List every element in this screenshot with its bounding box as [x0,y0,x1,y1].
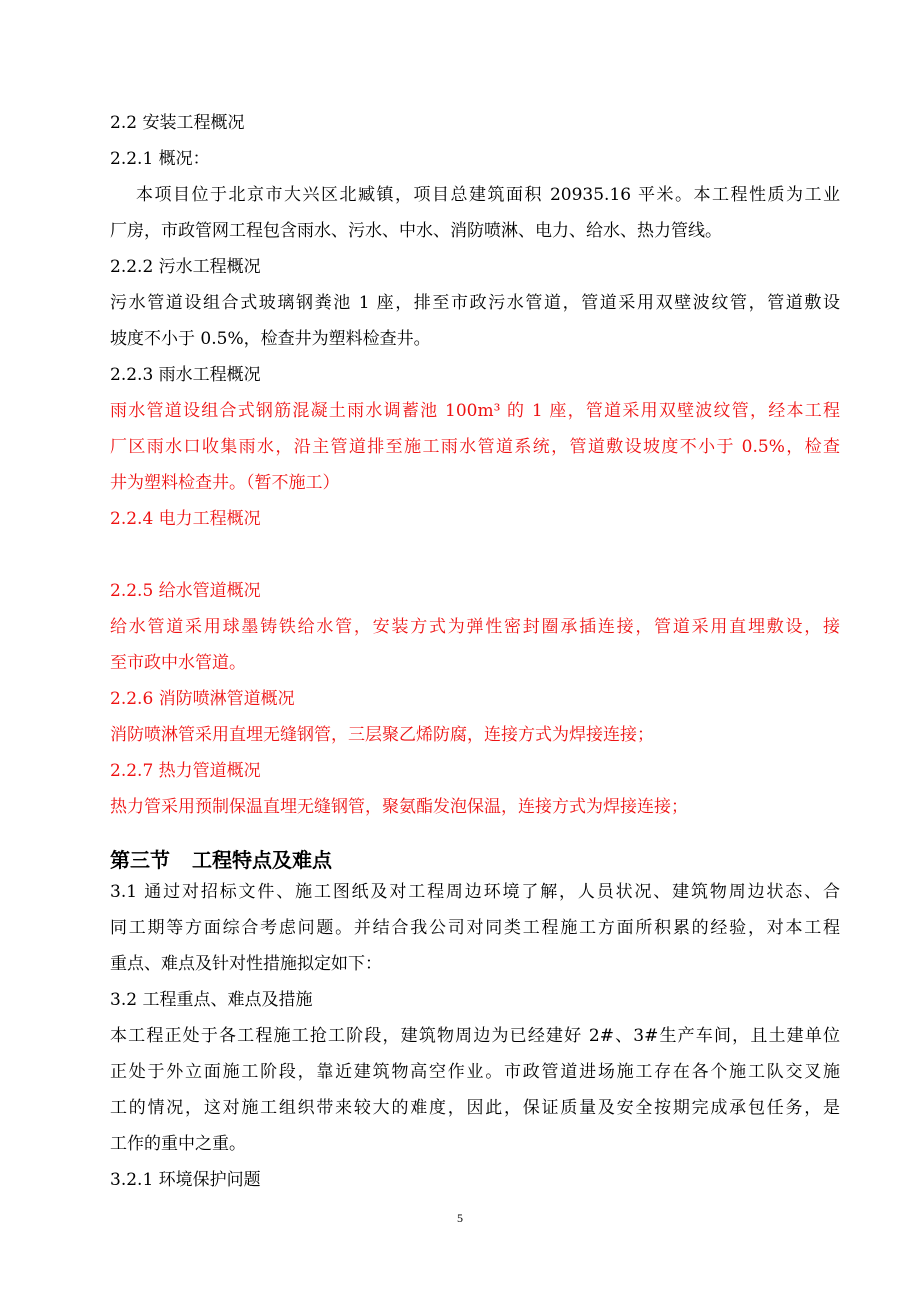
section-2-2-3-title: 2.2.3 雨水工程概况 [110,365,261,385]
sewage-line-1: 污水管道设组合式玻璃钢粪池 1 座，排至市政污水管道，管道采用双壁波纹管，管道敷设 [110,293,840,313]
section-3-heading-number: 第三节 [110,848,170,872]
p3-1-line-2: 同工期等方面综合考虑问题。并结合我公司对同类工程施工方面所积累的经验，对本工程 [110,918,840,938]
p3-1-line-3: 重点、难点及针对性措施拟定如下： [110,954,382,974]
sewage-line-2: 坡度不小于 0.5%，检查井为塑料检查井。 [110,329,431,349]
overview-line-1: 本项目位于北京市大兴区北臧镇，项目总建筑面积 20935.16 平米。本工程性质为工业 [136,185,840,205]
overview-line-2: 厂房，市政管网工程包含雨水、污水、中水、消防喷淋、电力、给水、热力管线。 [110,221,722,241]
rain-line-2: 厂区雨水口收集雨水，沿主管道排至施工雨水管道系统，管道敷设坡度不小于 0.5%，检查 [110,437,840,457]
page-number: 5 [457,1211,463,1225]
section-2-2-1-title: 2.2.1 概况： [110,149,210,169]
section-3-heading-text: 工程特点及难点 [192,848,332,872]
section-2-2-2-title: 2.2.2 污水工程概况 [110,257,261,277]
p3-2-line-1: 本工程正处于各工程施工抢工阶段，建筑物周边为已经建好 2#、3#生产车间，且土建单位 [110,1026,840,1046]
section-2-2-4-title: 2.2.4 电力工程概况 [110,509,261,529]
rain-line-1: 雨水管道设组合式钢筋混凝土雨水调蓄池 100m³ 的 1 座，管道采用双壁波纹管，经本工程 [110,401,840,421]
p3-2-line-4: 工作的重中之重。 [110,1134,246,1154]
section-3-2-title: 3.2 工程重点、难点及措施 [110,990,313,1010]
fire-sprinkler-line-1: 消防喷淋管采用直埋无缝钢管，三层聚乙烯防腐，连接方式为焊接连接； [110,725,654,745]
heating-line-1: 热力管采用预制保温直埋无缝钢管，聚氨酯发泡保温，连接方式为焊接连接； [110,797,688,817]
section-2-2-7-title: 2.2.7 热力管道概况 [110,761,261,781]
section-2-2-5-title: 2.2.5 给水管道概况 [110,581,261,601]
section-2-2-title: 2.2 安装工程概况 [110,113,245,133]
p3-2-line-2: 正处于外立面施工阶段，靠近建筑物高空作业。市政管道进场施工存在各个施工队交叉施 [110,1062,840,1082]
water-supply-line-1: 给水管道采用球墨铸铁给水管，安装方式为弹性密封圈承插连接，管道采用直埋敷设，接 [110,617,840,637]
section-3-heading [110,844,332,873]
p3-2-line-3: 工的情况，这对施工组织带来较大的难度，因此，保证质量及安全按期完成承包任务，是 [110,1098,840,1118]
section-3-2-1-title: 3.2.1 环境保护问题 [110,1170,261,1190]
rain-line-3: 井为塑料检查井。（暂不施工） [110,473,340,493]
p3-1-line-1: 3.1 通过对招标文件、施工图纸及对工程周边环境了解，人员状况、建筑物周边状态、合 [110,882,840,902]
section-2-2-6-title: 2.2.6 消防喷淋管道概况 [110,689,295,709]
water-supply-line-2: 至市政中水管道。 [110,653,246,673]
